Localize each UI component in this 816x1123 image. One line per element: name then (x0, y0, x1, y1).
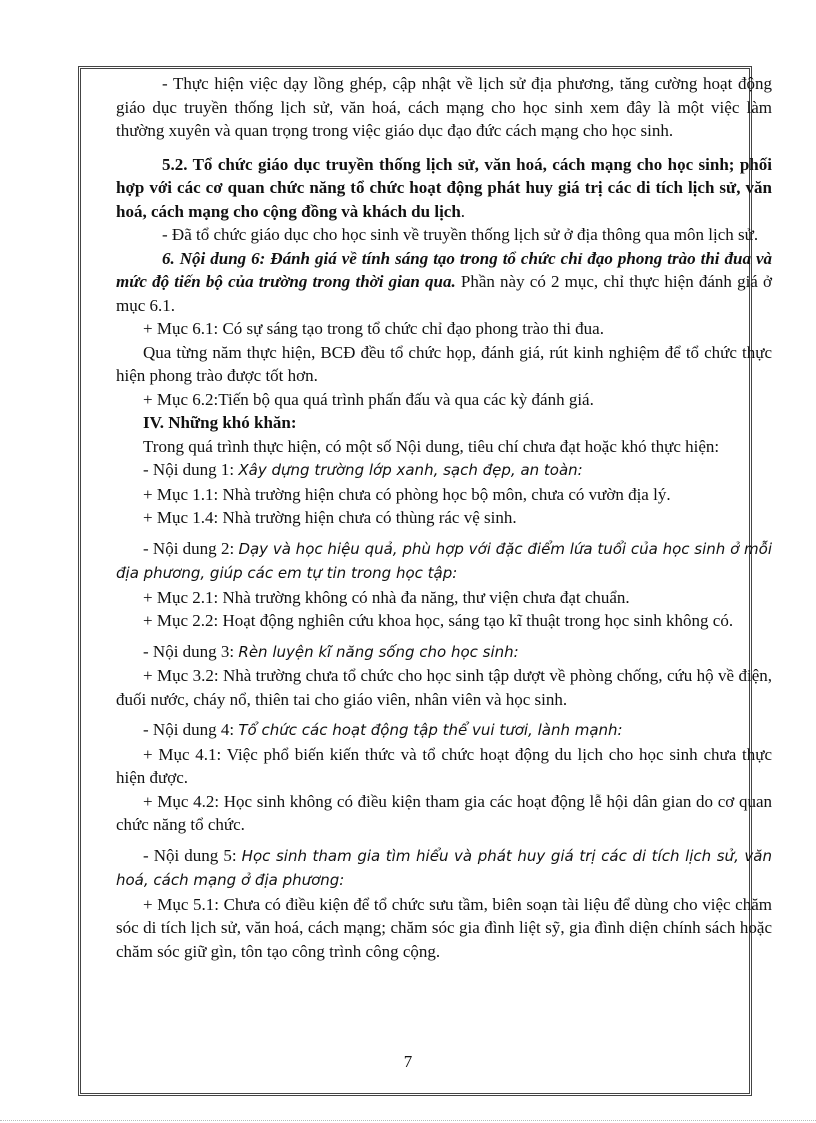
item-4-1: + Mục 4.1: Việc phổ biến kiến thức và tổ chức hoạt động du lịch cho học sinh chưa thực hiện được. (116, 744, 772, 787)
page-bottom-divider (0, 1120, 816, 1121)
content-5-title: Học sinh tham gia tìm hiểu và phát huy giá trị các di tích lịch sử, văn hoá, cách mạng ở địa phương: (116, 846, 772, 889)
item-1-4: + Mục 1.4: Nhà trường hiện chưa có thùng rác vệ sinh. (143, 508, 517, 527)
content-4-title: Tổ chức các hoạt động tập thể vui tươi, lành mạnh: (238, 721, 623, 739)
section-heading-difficulties: IV. Những khó khăn: (143, 413, 297, 432)
item-6-1: + Mục 6.1: Có sự sáng tạo trong tổ chức chỉ đạo phong trào thi đua. (143, 319, 604, 338)
content-3-title: Rèn luyện kĩ năng sống cho học sinh: (238, 642, 519, 661)
content-3-heading: - Nội dung 3: Rèn luyện kĩ năng sống cho học sinh: (143, 641, 519, 661)
document-body (116, 72, 772, 963)
paragraph-history-education: - Đã tổ chức giáo dục cho học sinh về truyền thống lịch sử ở địa thông qua môn lịch sử. (162, 225, 759, 244)
content-1-heading: - Nội dung 1: Xây dựng trường lớp xanh, sạch đẹp, an toàn: (143, 460, 583, 479)
item-2-2: + Mục 2.2: Hoạt động nghiên cứu khoa học, sáng tạo kĩ thuật trong học sinh không có. (143, 611, 734, 630)
page-number: 7 (403, 1052, 413, 1071)
section-heading-6-note: Phần này có 2 mục, chỉ thực hiện đánh giá ở mục 6.1. (116, 272, 772, 315)
paragraph-lesson-integration: - Thực hiện việc dạy lồng ghép, cập nhật về lịch sử địa phương, tăng cường hoạt động giáo dục truyền thống lịch sử, văn hoá, cách mạng cho học sinh xem đây là một việc làm thường xuyên và quan trọng trong việc giáo dục đạo đức cách mạng cho học sinh. (116, 74, 772, 140)
item-3-2: + Mục 3.2: Nhà trường chưa tổ chức cho học sinh tập dượt về phòng chống, cứu hộ về điện, đuối nước, cháy nổ, thiên tai cho giáo viên, nhân viên và học sinh. (116, 666, 772, 709)
content-4-heading: - Nội dung 4: Tổ chức các hoạt động tập thể vui tươi, lành mạnh: (143, 720, 623, 739)
item-4-2: + Mục 4.2: Học sinh không có điều kiện tham gia các hoạt động lễ hội dân gian do cơ quan chức năng tổ chức. (116, 791, 772, 834)
item-1-1: + Mục 1.1: Nhà trường hiện chưa có phòng học bộ môn, chưa có vườn địa lý. (143, 484, 671, 504)
content-2-heading: - Nội dung 2: Dạy và học hiệu quả, phù hợp với đặc điểm lứa tuổi của học sinh ở mỗi địa phương, giúp các em tự tin trong học tập: (116, 538, 772, 582)
content-5-heading: - Nội dung 5: Học sinh tham gia tìm hiểu và phát huy giá trị các di tích lịch sử, văn hoá, cách mạng ở địa phương: (116, 845, 772, 889)
item-2-1: + Mục 2.1: Nhà trường không có nhà đa năng, thư viện chưa đạt chuẩn. (143, 587, 630, 607)
section-heading-6 (116, 247, 772, 318)
content-2-title: Dạy và học hiệu quả, phù hợp với đặc điểm lứa tuổi của học sinh ở mỗi địa phương, giúp các em tự tin trong học tập: (116, 539, 772, 582)
section-heading-5-2: 5.2. Tổ chức giáo dục truyền thống lịch sử, văn hoá, cách mạng cho học sinh; phối hợp với các cơ quan chức năng tổ chức hoạt động phát huy giá trị các di tích lịch sử, văn hoá, cách mạng cho cộng đồng và khách du lịch. (116, 154, 772, 221)
content-1-title: Xây dựng trường lớp xanh, sạch đẹp, an toàn: (238, 461, 583, 479)
section-heading-6-title: 6. Nội dung 6: Đánh giá về tính sáng tạo trong tổ chức chỉ đạo phong trào thi đua và mức độ tiến bộ của trường trong thời gian qua. (116, 248, 772, 291)
item-6-2: + Mục 6.2:Tiến bộ qua quá trình phấn đấu và qua các kỳ đánh giá. (143, 389, 594, 409)
paragraph-difficulties-intro: Trong quá trình thực hiện, có một số Nội dung, tiêu chí chưa đạt hoặc khó thực hiện: (143, 436, 720, 456)
section-heading-5-2-text: 5.2. Tổ chức giáo dục truyền thống lịch sử, văn hoá, cách mạng cho học sinh; phối hợp với các cơ quan chức năng tổ chức hoạt động phát huy giá trị các di tích lịch sử, văn hoá, cách mạng cho cộng đồng và khách du lịch (116, 154, 772, 221)
paragraph-annual-review: Qua từng năm thực hiện, BCĐ đều tổ chức họp, đánh giá, rút kinh nghiệm để tổ chức thực hiện phong trào được tốt hơn. (116, 342, 772, 385)
item-5-1: + Mục 5.1: Chưa có điều kiện để tổ chức sưu tầm, biên soạn tài liệu để dùng cho việc chăm sóc di tích lịch sử, văn hoá, cách mạng; chăm sóc gia đình liệt sỹ, gia đình diện chính sách hoặc chăm sóc giữ gìn, tôn tạo công trình công cộng. (116, 894, 772, 961)
